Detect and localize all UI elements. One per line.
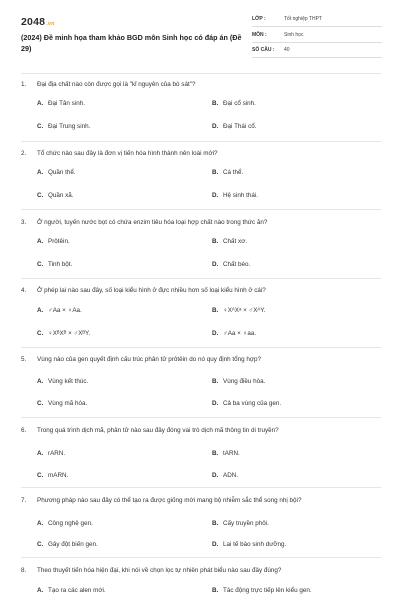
option-text: Hệ sinh thái. <box>223 192 259 199</box>
question-text <box>21 81 381 88</box>
meta-subject <box>252 30 382 43</box>
question-text <box>21 356 381 363</box>
option-letter: A. <box>37 587 44 594</box>
option-c[interactable] <box>37 400 87 407</box>
question-text <box>21 567 381 574</box>
option-letter: D. <box>212 123 219 130</box>
option-a[interactable] <box>37 587 106 594</box>
option-letter: A. <box>37 450 44 457</box>
option-d[interactable] <box>212 472 238 479</box>
option-a[interactable] <box>37 378 88 385</box>
meta-class <box>252 14 382 27</box>
option-letter: B. <box>212 450 219 457</box>
option-text: Đại Tân sinh. <box>48 100 85 107</box>
option-text: ♂Aa × ♀Aa. <box>48 307 82 314</box>
divider <box>21 209 381 210</box>
header <box>0 0 400 62</box>
logo-text: 2048 <box>21 16 46 28</box>
question-number: 1. <box>21 81 27 88</box>
option-d[interactable] <box>212 261 250 268</box>
question-number: 4. <box>21 287 27 294</box>
option-a[interactable] <box>37 450 65 457</box>
option-letter: D. <box>212 472 219 479</box>
option-text: Cá thể. <box>223 169 244 176</box>
option-letter: D. <box>212 541 219 548</box>
option-b[interactable] <box>212 307 265 314</box>
site-logo[interactable] <box>21 16 55 28</box>
option-d[interactable] <box>212 400 281 407</box>
question-text <box>21 150 381 157</box>
option-text: Chất béo. <box>223 261 251 268</box>
question-stem: Tổ chức nào sau đây là đơn vị tiến hóa hình thành nên loài mới? <box>37 150 218 157</box>
question-text <box>21 287 381 294</box>
option-text: ♀XᴬXᵃ × ♂XᴬY. <box>223 307 266 314</box>
option-b[interactable] <box>212 100 256 107</box>
option-text: Cả ba vùng của gen. <box>223 400 282 407</box>
meta-subject-label: MÔN : <box>252 32 267 38</box>
question-stem: Phương pháp nào sau đây có thể tạo ra được giống mới mang bộ nhiễm sắc thể song nhị bội? <box>37 497 302 504</box>
option-c[interactable] <box>37 541 98 548</box>
option-text: mARN. <box>48 472 69 479</box>
question-number: 8. <box>21 567 27 574</box>
divider <box>21 141 381 142</box>
option-text: ♂Aa × ♀aa. <box>223 330 257 337</box>
option-text: ADN. <box>223 472 239 479</box>
option-b[interactable] <box>212 520 269 527</box>
question-number: 5. <box>21 356 27 363</box>
option-d[interactable] <box>212 192 258 199</box>
meta-count-value: 40 <box>284 47 290 53</box>
option-a[interactable] <box>37 307 82 314</box>
question-stem: Đại địa chất nào còn được gọi là "kỉ nguyên của bò sát"? <box>37 81 196 88</box>
option-c[interactable] <box>37 472 68 479</box>
question-text <box>21 427 381 434</box>
option-d[interactable] <box>212 330 256 337</box>
option-letter: A. <box>37 378 44 385</box>
meta-count <box>252 45 382 58</box>
option-text: Đại cổ sinh. <box>223 100 256 107</box>
option-letter: A. <box>37 169 44 176</box>
option-text: Cấy truyền phôi. <box>223 520 269 527</box>
question-text <box>21 497 381 504</box>
option-b[interactable] <box>212 587 312 594</box>
option-letter: C. <box>37 123 44 130</box>
option-text: rARN. <box>48 450 66 457</box>
option-c[interactable] <box>37 123 90 130</box>
question-number: 6. <box>21 427 27 434</box>
option-text: Quần xã. <box>48 192 74 199</box>
option-c[interactable] <box>37 192 74 199</box>
option-letter: B. <box>212 587 219 594</box>
option-letter: D. <box>212 330 219 337</box>
divider <box>21 557 381 558</box>
option-text: Vùng điều hòa. <box>223 378 266 385</box>
option-text: Công nghệ gen. <box>48 520 93 527</box>
option-letter: C. <box>37 330 44 337</box>
option-text: Tinh bột. <box>48 261 73 268</box>
exam-title: (2024) Đề minh họa tham khảo BGD môn Sinh học có đáp án (Đề 29) <box>21 33 242 53</box>
divider <box>21 487 381 488</box>
question-number: 2. <box>21 150 27 157</box>
option-letter: A. <box>37 238 44 245</box>
question-stem: Ở phép lai nào sau đây, số loại kiểu hình ở đực nhiều hơn số loại kiểu hình ở cái? <box>37 287 266 294</box>
option-letter: D. <box>212 261 219 268</box>
option-b[interactable] <box>212 378 265 385</box>
option-b[interactable] <box>212 450 240 457</box>
option-text: Đại Thái cổ. <box>223 123 257 130</box>
question-number: 7. <box>21 497 27 504</box>
option-letter: C. <box>37 541 44 548</box>
option-d[interactable] <box>212 541 286 548</box>
option-letter: B. <box>212 520 219 527</box>
meta-class-label: LỚP : <box>252 16 266 22</box>
option-a[interactable] <box>37 100 85 107</box>
divider <box>21 73 381 74</box>
question-text <box>21 219 381 226</box>
question-stem: Vùng nào của gen quyết định cấu trúc phân tử prôtêin do nó quy định tổng hợp? <box>37 356 262 363</box>
option-c[interactable] <box>37 330 90 337</box>
option-letter: D. <box>212 192 219 199</box>
option-text: Vùng kết thúc. <box>48 378 89 385</box>
option-text: Prôtêin. <box>48 238 70 245</box>
option-letter: B. <box>212 169 219 176</box>
question-stem: Trong quá trình dịch mã, phân tử nào sau đây đóng vai trò dịch mã thông tin di truyền? <box>37 427 279 434</box>
option-letter: A. <box>37 520 44 527</box>
option-text: Gây đột biến gen. <box>48 541 98 548</box>
option-text: Vùng mã hóa. <box>48 400 88 407</box>
option-b[interactable] <box>212 169 243 176</box>
option-letter: B. <box>212 238 219 245</box>
meta-count-label: SỐ CÂU : <box>252 47 275 53</box>
option-b[interactable] <box>212 238 247 245</box>
option-letter: A. <box>37 100 44 107</box>
meta-class-value: Tốt nghiệp THPT <box>284 16 322 22</box>
option-letter: B. <box>212 307 219 314</box>
question-number: 3. <box>21 219 27 226</box>
option-text: Tác động trực tiếp lên kiểu gen. <box>223 587 312 594</box>
question-stem: Ở người, tuyến nước bọt có chứa enzim tiêu hóa loại hợp chất nào trong thức ăn? <box>37 219 268 226</box>
divider <box>21 417 381 418</box>
option-d[interactable] <box>212 123 256 130</box>
option-a[interactable] <box>37 169 76 176</box>
option-letter: A. <box>37 307 44 314</box>
divider <box>21 347 381 348</box>
option-text: Lai tế bào sinh dưỡng. <box>223 541 287 548</box>
option-letter: B. <box>212 100 219 107</box>
divider <box>21 278 381 279</box>
question-stem: Theo thuyết tiến hóa hiện đại, khi nói về chọn lọc tự nhiên phát biểu nào sau đây đúng? <box>37 567 282 574</box>
option-letter: C. <box>37 192 44 199</box>
option-text: Tạo ra các alen mới. <box>48 587 106 594</box>
option-text: Quần thể. <box>48 169 76 176</box>
option-letter: D. <box>212 400 219 407</box>
option-letter: C. <box>37 400 44 407</box>
option-text: Đại Trung sinh. <box>48 123 91 130</box>
option-text: Chất xơ. <box>223 238 248 245</box>
option-letter: C. <box>37 472 44 479</box>
option-a[interactable] <box>37 520 93 527</box>
option-c[interactable] <box>37 261 72 268</box>
option-a[interactable] <box>37 238 70 245</box>
option-text: tARN. <box>223 450 240 457</box>
option-letter: C. <box>37 261 44 268</box>
meta-subject-value: Sinh học <box>284 32 304 38</box>
option-letter: B. <box>212 378 219 385</box>
option-text: ♀XᴮXᴮ × ♂XᴮY. <box>48 330 91 337</box>
logo-suffix: .vn <box>46 21 55 27</box>
